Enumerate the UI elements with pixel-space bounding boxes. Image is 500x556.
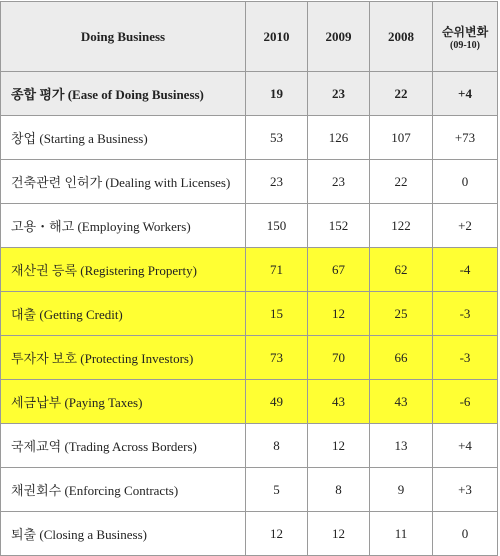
row-change: -6 (433, 380, 498, 424)
row-name: 대출 (Getting Credit) (1, 292, 246, 336)
row-change: -3 (433, 292, 498, 336)
row-name: 건축관련 인허가 (Dealing with Licenses) (1, 160, 246, 204)
row-2008: 122 (370, 204, 433, 248)
row-name: 고용・해고 (Employing Workers) (1, 204, 246, 248)
doing-business-table (0, 1, 498, 556)
table-row (1, 468, 498, 512)
row-2010: 5 (246, 468, 308, 512)
row-name: 투자자 보호 (Protecting Investors) (1, 336, 246, 380)
row-change: 0 (433, 512, 498, 556)
row-name: 재산권 등록 (Registering Property) (1, 248, 246, 292)
row-change: -4 (433, 248, 498, 292)
row-2009: 43 (308, 380, 370, 424)
row-change: 0 (433, 160, 498, 204)
row-2008: 66 (370, 336, 433, 380)
row-name: 세금납부 (Paying Taxes) (1, 380, 246, 424)
row-2010: 8 (246, 424, 308, 468)
row-2009: 12 (308, 424, 370, 468)
rank-change-period: (09-10) (450, 39, 480, 51)
summary-change: +4 (433, 72, 498, 116)
row-2008: 25 (370, 292, 433, 336)
table-row-highlighted (1, 336, 498, 380)
row-2008: 13 (370, 424, 433, 468)
row-2010: 12 (246, 512, 308, 556)
summary-2010: 19 (246, 72, 308, 116)
row-2010: 15 (246, 292, 308, 336)
row-2009: 67 (308, 248, 370, 292)
row-2008: 43 (370, 380, 433, 424)
rank-change-label: 순위변화 (441, 24, 489, 39)
row-change: +73 (433, 116, 498, 160)
row-2009: 152 (308, 204, 370, 248)
row-2010: 71 (246, 248, 308, 292)
row-2009: 70 (308, 336, 370, 380)
row-change: +4 (433, 424, 498, 468)
table-row-highlighted (1, 248, 498, 292)
summary-2008: 22 (370, 72, 433, 116)
row-name: 창업 (Starting a Business) (1, 116, 246, 160)
row-2009: 126 (308, 116, 370, 160)
row-2008: 11 (370, 512, 433, 556)
row-2009: 23 (308, 160, 370, 204)
row-2010: 49 (246, 380, 308, 424)
row-2009: 8 (308, 468, 370, 512)
row-2008: 9 (370, 468, 433, 512)
summary-2009: 23 (308, 72, 370, 116)
header-row (1, 2, 498, 72)
table-row (1, 424, 498, 468)
header-2010: 2010 (246, 2, 308, 72)
summary-row (1, 72, 498, 116)
row-2008: 107 (370, 116, 433, 160)
row-change: +2 (433, 204, 498, 248)
table-row-highlighted (1, 380, 498, 424)
row-2010: 53 (246, 116, 308, 160)
row-2009: 12 (308, 512, 370, 556)
row-name: 채권회수 (Enforcing Contracts) (1, 468, 246, 512)
row-name: 국제교역 (Trading Across Borders) (1, 424, 246, 468)
header-2009: 2009 (308, 2, 370, 72)
table-row (1, 116, 498, 160)
row-change: -3 (433, 336, 498, 380)
table-row (1, 204, 498, 248)
table-row (1, 512, 498, 556)
row-2010: 23 (246, 160, 308, 204)
table-row (1, 160, 498, 204)
row-name: 퇴출 (Closing a Business) (1, 512, 246, 556)
header-2008: 2008 (370, 2, 433, 72)
row-2008: 22 (370, 160, 433, 204)
header-title: Doing Business (1, 2, 246, 72)
header-rank-change (433, 2, 498, 72)
summary-name: 종합 평가 (Ease of Doing Business) (1, 72, 246, 116)
row-2008: 62 (370, 248, 433, 292)
row-change: +3 (433, 468, 498, 512)
table-row-highlighted (1, 292, 498, 336)
row-2009: 12 (308, 292, 370, 336)
row-2010: 150 (246, 204, 308, 248)
row-2010: 73 (246, 336, 308, 380)
